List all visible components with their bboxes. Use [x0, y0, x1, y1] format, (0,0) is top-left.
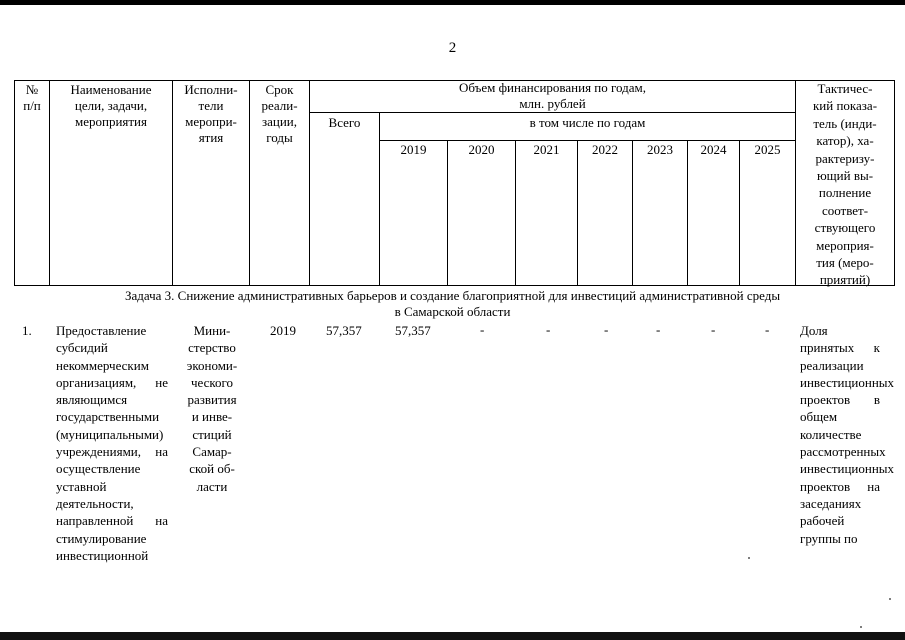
scan-speck	[889, 598, 891, 600]
header-number: № п/п	[23, 82, 41, 113]
row-term: 2019	[270, 323, 296, 338]
page-number: 2	[448, 40, 457, 56]
row-value-2024: -	[711, 322, 716, 337]
row-total: 57,357	[326, 323, 362, 338]
header-funding: Объем финансирования по годам, млн. рублей	[458, 80, 647, 111]
header-year-2023: 2023	[647, 142, 673, 157]
row-value-2019: 57,357	[395, 323, 431, 338]
row-value-2021: -	[546, 322, 551, 337]
row-value-2022: -	[604, 322, 609, 337]
row-indicator: Доля принятых к реализации инвестиционных проектов в общем количестве рассмотренных инвестиционных проектов на заседаниях рабочей группы по	[800, 323, 895, 546]
header-year-2022: 2022	[592, 142, 618, 157]
bottom-border-rule	[0, 632, 905, 640]
row-value-2023: -	[656, 322, 661, 337]
row-number: 1.	[22, 323, 32, 338]
row-executor: Мини- стерство экономи- ческого развития и инве- стиций Самар- ской об- ласти	[186, 323, 238, 494]
header-year-2025: 2025	[754, 142, 781, 157]
task-title-region: в Самарской области	[394, 304, 511, 319]
top-border-rule	[0, 0, 905, 5]
header-term: Срок реали- зации, годы	[261, 82, 298, 145]
task-title: Задача 3. Снижение административных барьеров и создание благоприятной для инвестиций административной среды	[124, 288, 781, 303]
header-indicator: Тактичес- кий показа- тель (инди- катор), ха- рактеризу- ющий вы- полнение соответ- ствующего мероприя- тия (меро- приятий)	[812, 81, 878, 288]
row-name: Предоставление субсидий некоммерческим организациям, не являющимся государственными (муниципальными) учреждениями, на осуществление уставной деятельности, направленной на стимулирование инвестиционной	[56, 323, 168, 563]
header-year-2024: 2024	[700, 142, 727, 157]
header-year-2021: 2021	[533, 142, 560, 157]
header-by-years: в том числе по годам	[529, 115, 646, 130]
scan-speck	[748, 557, 750, 559]
header-year-2019: 2019	[400, 142, 427, 157]
header-total: Всего	[328, 115, 361, 130]
header-year-2020: 2020	[468, 142, 495, 157]
row-value-2020: -	[480, 322, 485, 337]
row-value-2025: -	[765, 322, 770, 337]
scan-speck	[860, 626, 862, 628]
header-executors: Исполни- тели меропри- ятия	[184, 82, 238, 145]
header-name: Наименование цели, задачи, мероприятия	[70, 82, 152, 129]
